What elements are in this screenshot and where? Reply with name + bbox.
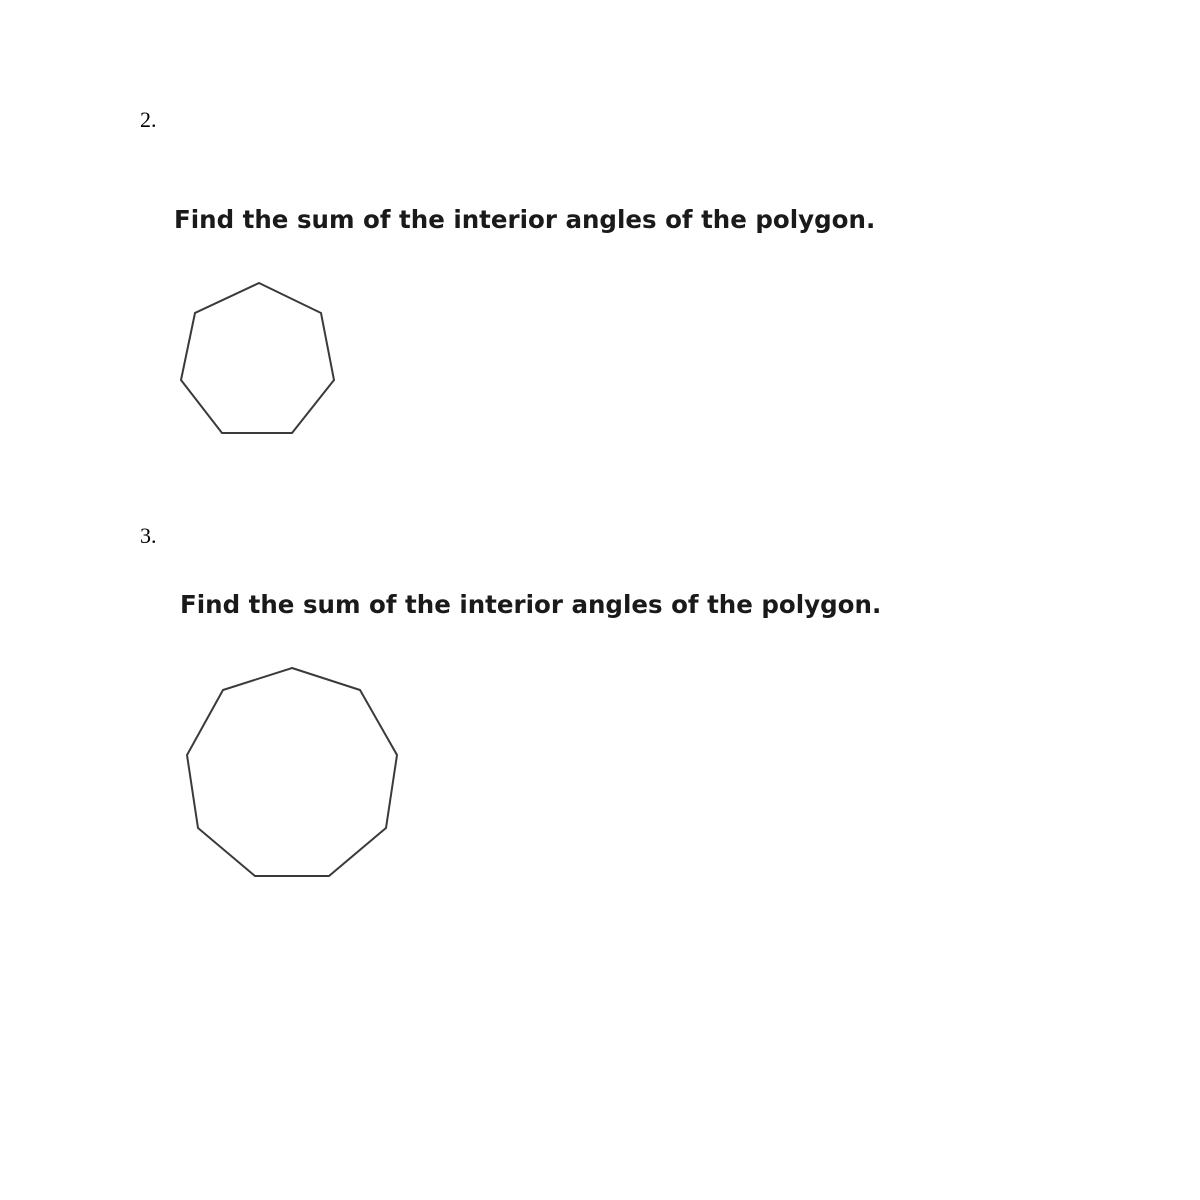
nonagon-figure — [175, 655, 410, 890]
problem-prompt: Find the sum of the interior angles of the polygon. — [180, 590, 882, 619]
heptagon-shape — [181, 283, 334, 433]
problem-prompt: Find the sum of the interior angles of the polygon. — [174, 205, 876, 234]
problem-number: 3. — [140, 523, 157, 548]
nonagon-shape — [187, 668, 397, 876]
problem-number: 2. — [140, 107, 157, 132]
heptagon-figure — [170, 272, 350, 447]
